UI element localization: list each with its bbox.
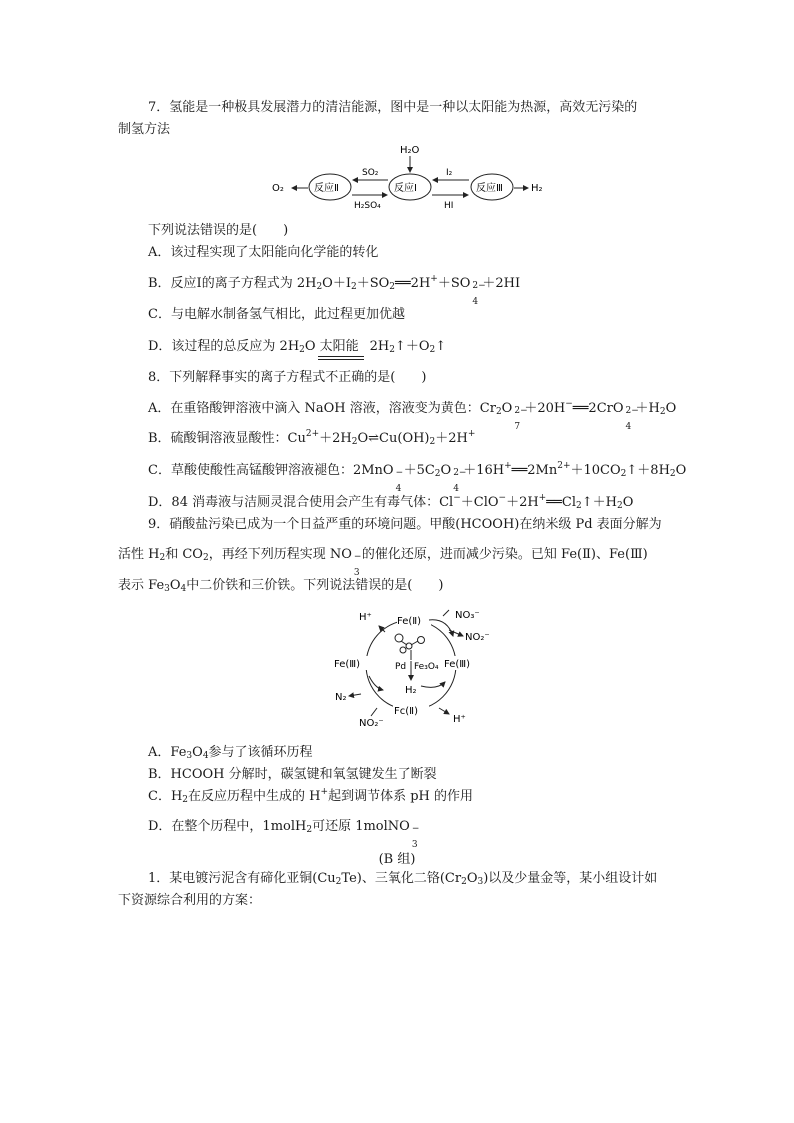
q8-option-a: A．在重铬酸钾溶液中滴入 NaOH 溶液，溶液变为黄色：$Cr_2O$ 2− 7 ＋20H−══2CrO 2− 4 $+H_2O$ [148,399,677,432]
q9-no2-bottom: NO₂⁻ [359,718,384,729]
q7-option-d: D．该过程的总反应为 $2H_2O$ 太阳能 $2H_2↑+O_2↑$ [148,338,446,356]
q9-fe3-right: Fe(Ⅲ) [444,659,471,670]
q9-option-c: C．$H_2$在反应历程中生成的 H+起到调节体系 pH 的作用 [148,787,473,805]
q8-option-b: B．硫酸铜溶液显酸性：$Cu^{2+}+2H_2O\rightleftharpoons Cu(OH)_2+2H^+$ [148,429,476,447]
q7-h2so4-label: H₂SO₄ [354,201,381,211]
q9-no3: NO₃⁻ [455,610,480,621]
q7-o2-label: O₂ [272,183,284,194]
b1-line2: 下资源综合利用的方案： [118,893,262,908]
q7-option-a: A．该过程实现了太阳能向化学能的转化 [148,245,379,260]
q9-option-b: B．HCOOH 分解时，碳氢键和氧氢键发生了断裂 [148,767,437,782]
q9-line3: 表示 $Fe_3O_4$中二价铁和三价铁。下列说法错误的是( ) [118,578,444,594]
q9-hplus-top: H⁺ [359,612,372,623]
q9-hplus-bottom: H⁺ [453,714,466,725]
group-b-heading: (B 组) [378,852,416,867]
q7-stem-line1: 7．氢能是一种极具发展潜力的清洁能源，图中是一种以太阳能为热源，高效无污染的 [148,100,638,115]
q7-condition-solar: 太阳能 [319,339,359,354]
q8-option-d: D．84 消毒液与洁厕灵混合使用会产生有毒气体：$Cl^-+ClO^-+2H^+══Cl_2↑+H_2O$ [148,493,634,511]
q9-line1: 9．硝酸盐污染已成为一个日益严重的环境问题。甲酸(HCOOH)在纳米级 Pd 表面分解为 [148,517,662,532]
q9-option-d: D．在整个历程中，1molH$_2$可还原 1molNO − 3 [148,819,420,850]
b1-line1: 1．某电镀污泥含有碲化亚铜$(Cu_2Te)$、三氧化二铬$(Cr_2O_3)$以及少量金等，某小组设计如 [148,871,658,887]
q7-option-c: C．与电解水制备氢气相比，此过程更加优越 [148,307,405,322]
q8-option-c: C．草酸使酸性高锰酸钾溶液褪色：2MnO − 4 $+5C_2O$ 2− 4 $+16H^+══2Mn^{2+}+10CO_2↑+8H_2O$ [148,461,687,494]
q7-i2-label: I₂ [446,168,453,178]
q9-line2: 活性 $H_2$和 $CO_2$，再经下列历程实现 NO − 3 的催化还原，进而减少污染。已知 Fe(Ⅱ)、Fe(Ⅲ) [118,547,648,578]
q7-reaction2-label: 反应Ⅱ [314,183,339,194]
q9-h2-label: H₂ [405,685,417,696]
q7-stem-line2: 制氢方法 [118,122,171,137]
q9-pd-label: Pd [395,662,407,672]
q9-fe3o4-label: Fe₃O₄ [414,662,439,672]
q9-fe3-left: Fe(Ⅲ) [334,659,361,670]
q7-so2-label: SO₂ [362,168,379,178]
q9-option-a: A．$Fe_3O_4$参与了该循环历程 [148,745,313,761]
q7-reaction-diagram [270,142,560,214]
q9-n2: N₂ [335,692,347,703]
q7-option-b: B．反应Ⅰ的离子方程式为 $2H_2O+I_2+SO_2══2H^++SO$ 2− 4 ＋2HI [148,274,521,307]
q9-no2-right: NO₂⁻ [465,632,490,643]
q7-h2-label: H₂ [531,183,543,194]
q7-h2o-label: H₂O [400,145,420,156]
q7-ask: 下列说法错误的是( ) [148,223,289,238]
q7-hi-label: HI [444,201,454,211]
q7-reaction1-label: 反应Ⅰ [394,183,417,194]
q7-reaction3-label: 反应Ⅲ [476,183,503,194]
q8-stem: 8．下列解释事实的离子方程式不正确的是( ) [148,370,427,385]
q9-fe2-top: Fe(Ⅱ) [397,616,422,627]
q9-catalytic-cycle-diagram [325,604,495,734]
q9-fe2-bottom: Fc(Ⅱ) [394,706,418,717]
